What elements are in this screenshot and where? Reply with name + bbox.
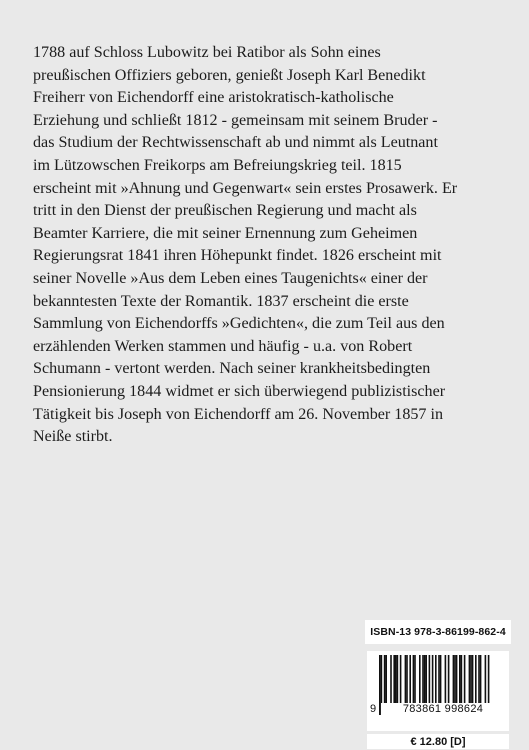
- barcode-bar: [472, 655, 474, 705]
- barcode-bar: [461, 655, 463, 705]
- barcode-bar: [453, 655, 455, 705]
- isbn-label: ISBN-13 978-3-86199-862-4: [365, 620, 511, 644]
- barcode-bar: [475, 655, 477, 705]
- bio-line: erzählenden Werken stammen und häufig - u.a. von Robert: [33, 337, 413, 355]
- bio-line: tritt in den Dienst der preußischen Regierung und macht als: [33, 202, 417, 220]
- barcode-bar: [448, 655, 450, 705]
- barcode-bars: [367, 651, 509, 731]
- bio-line: Freiherr von Eichendorff eine aristokratisch-katholische: [33, 89, 394, 107]
- barcode-bar: [413, 655, 415, 705]
- barcode-bar: [445, 655, 447, 705]
- bio-line: Regierungsrat 1841 ihren Höhepunkt findet. 1826 erscheint mit: [33, 247, 442, 265]
- barcode-bar: [414, 655, 416, 705]
- barcode-bar: [424, 655, 426, 705]
- barcode-bar: [425, 655, 427, 705]
- author-biography: [33, 42, 505, 449]
- bio-line: Tätigkeit bis Joseph von Eichendorff am 26. November 1857 in: [33, 405, 444, 423]
- barcode-bar: [480, 655, 482, 705]
- barcode-bar: [469, 655, 471, 705]
- barcode-bar: [454, 655, 456, 705]
- barcode-bar: [438, 655, 440, 705]
- barcode-bar: [393, 655, 395, 705]
- isbn-barcode: [367, 651, 509, 731]
- barcode-bar: [422, 655, 424, 705]
- barcode-digits: 783861 998624: [381, 703, 505, 715]
- bio-line: Sammlung von Eichendorffs »Gedichten«, die zum Teil aus den: [33, 315, 445, 333]
- bio-line: das Studium der Rechtwissenschaft ab und nimmt als Leutnant: [33, 134, 438, 152]
- barcode-bar: [397, 655, 399, 705]
- bio-line: Erziehung und schließt 1812 - gemeinsam mit seinem Bruder -: [33, 111, 438, 129]
- barcode-bar: [470, 655, 472, 705]
- barcode-bar: [459, 655, 461, 705]
- bio-line: preußischen Offiziers geboren, genießt Joseph Karl Benedikt: [33, 66, 426, 84]
- bio-line: seiner Novelle »Aus dem Leben eines Taugenichts« einer der: [33, 269, 428, 287]
- barcode-bar: [440, 655, 442, 705]
- barcode-bar: [456, 655, 458, 705]
- bio-line: im Lützowschen Freikorps am Befreiungskrieg teil. 1815: [33, 156, 402, 174]
- barcode-bar: [406, 655, 408, 705]
- barcode-bar: [385, 655, 387, 705]
- barcode-bar: [390, 655, 392, 705]
- bio-line: Pensionierung 1844 widmet er sich überwiegend publizistischer: [33, 382, 446, 400]
- barcode-bar: [429, 655, 431, 705]
- bio-line: Schumann - vertont werden. Nach seiner krankheitsbedingten: [33, 360, 431, 378]
- barcode-bar: [395, 655, 397, 705]
- barcode-bar: [405, 655, 407, 705]
- bio-line: Beamter Karriere, die mit seiner Ernennung zum Geheimen: [33, 224, 418, 242]
- barcode-bar: [478, 655, 480, 705]
- barcode-bar: [384, 655, 386, 705]
- bio-line: erscheint mit »Ahnung und Gegenwart« sein erstes Prosawerk. Er: [33, 179, 458, 197]
- barcode-bar: [464, 655, 466, 705]
- barcode-first-digit: 9: [370, 703, 377, 715]
- bio-line: Neiße stirbt.: [33, 428, 113, 446]
- barcode-bar: [409, 655, 411, 705]
- price-label: € 12.80 [D]: [367, 734, 509, 749]
- barcode-bar: [419, 655, 421, 705]
- bio-line: bekanntesten Texte der Romantik. 1837 erscheint die erste: [33, 292, 409, 310]
- barcode-bar: [400, 655, 402, 705]
- bio-line: 1788 auf Schloss Lubowitz bei Ratibor als Sohn eines: [33, 44, 381, 61]
